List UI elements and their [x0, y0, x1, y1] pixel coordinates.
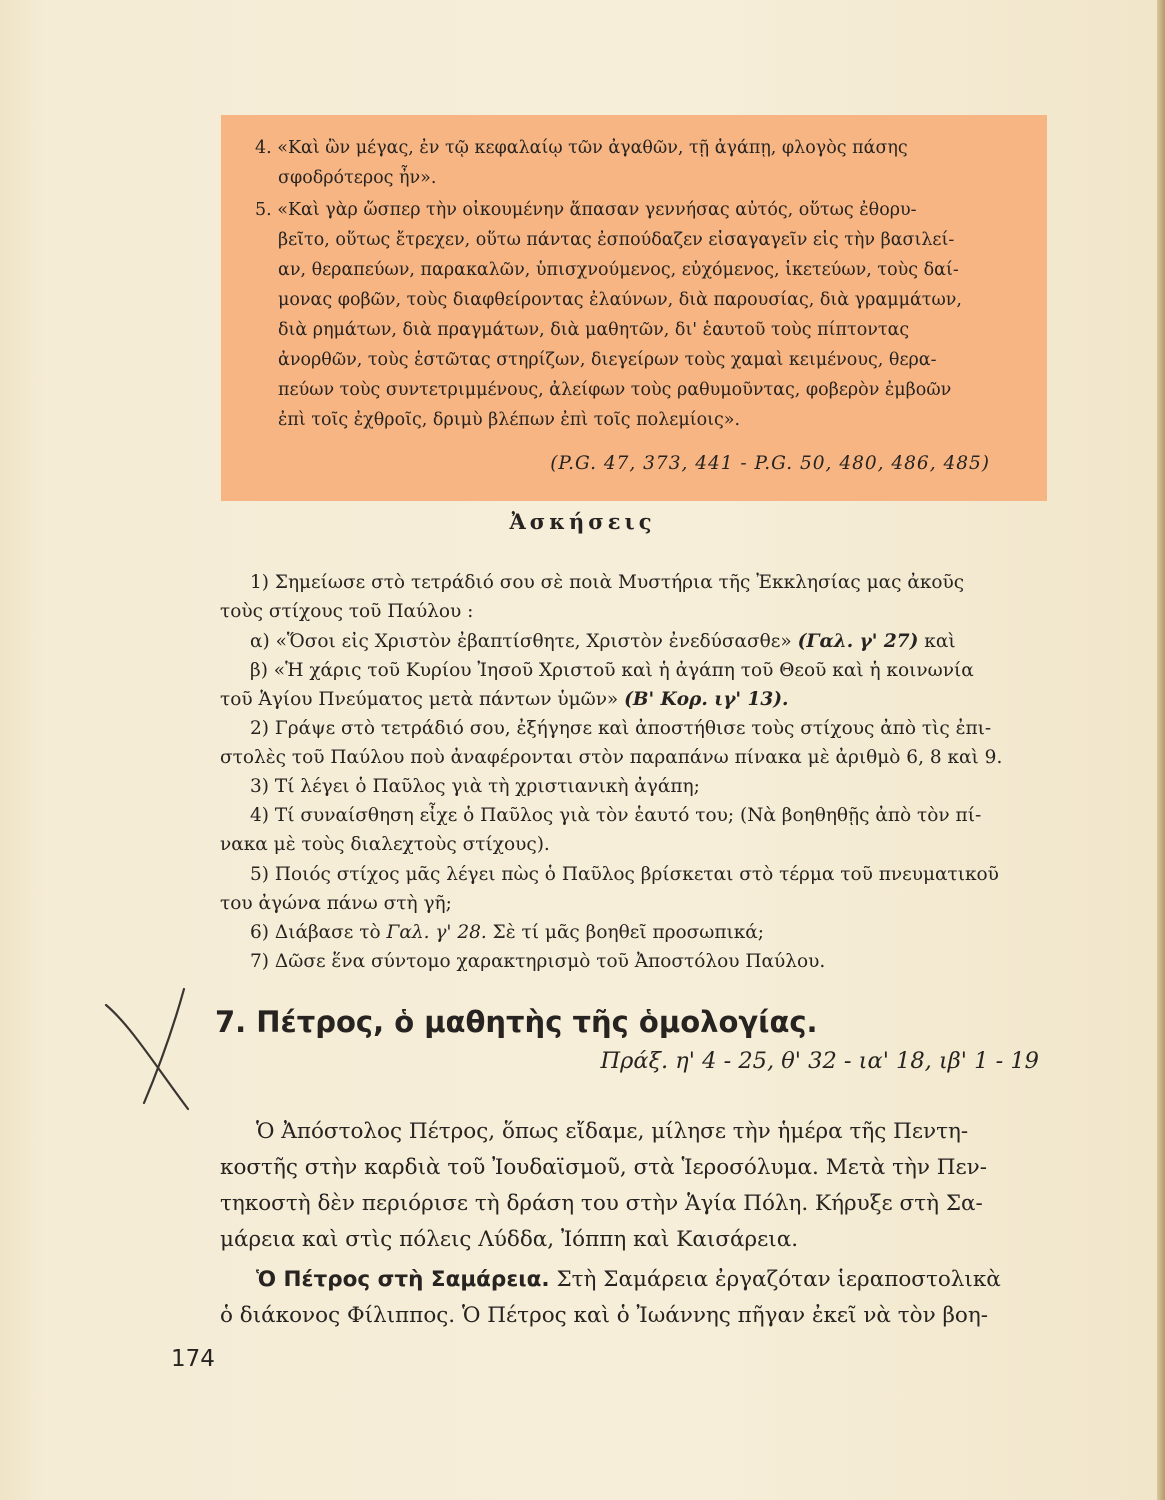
quote-line: μονας φοβῶν, τοὺς διαφθείροντας ἐλαύνων, διὰ παρουσίας, διὰ γραμμάτων, [278, 290, 962, 310]
exercise-text: Σὲ τί μᾶς βοηθεῖ προσωπικά; [486, 922, 765, 943]
paragraph-subheading: Ὁ Πέτρος στὴ Σαμάρεια. [256, 1267, 550, 1292]
quote-line: διὰ ρημάτων, διὰ πραγμάτων, διὰ μαθητῶν, δι' ἑαυτοῦ τοὺς πίπτοντας [278, 320, 910, 340]
body-line: Ὁ Ἀπόστολος Πέτρος, ὅπως εἴδαμε, μίλησε τὴν ἡμέρα τῆς Πεντη- [256, 1119, 969, 1144]
exercise-line: 1) Σημείωσε στὸ τετράδιό σου σὲ ποιὰ Μυστήρια τῆς Ἐκκλησίας μας ἀκοῦς [250, 572, 965, 593]
exercise-line: 4) Τί συναίσθηση εἶχε ὁ Παῦλος γιὰ τὸν ἑαυτό του; (Νὰ βοηθηθῇς ἀπὸ τὸν πί- [250, 805, 982, 826]
page-edge [1157, 0, 1165, 1500]
exercise-line [250, 627, 956, 657]
exercise-line: του ἀγώνα πάνω στὴ γῆ; [220, 893, 452, 914]
exercise-line: β) «Ἡ χάρις τοῦ Κυρίου Ἰησοῦ Χριστοῦ καὶ ἡ ἀγάπη τοῦ Θεοῦ καὶ ἡ κοινωνία [250, 660, 974, 681]
exercise-reference: Γαλ. γ' 28. [386, 922, 487, 943]
exercise-text: καὶ [918, 631, 956, 652]
exercise-line: στολὲς τοῦ Παύλου ποὺ ἀναφέρονται στὸν παραπάνω πίνακα μὲ ἀριθμὸ 6, 8 καὶ 9. [220, 747, 1003, 768]
quote-reference: (P.G. 47, 373, 441 - P.G. 50, 480, 486, 485) [550, 453, 990, 474]
quote-line: 4. «Καὶ ὢν μέγας, ἐν τῷ κεφαλαίῳ τῶν ἀγαθῶν, τῇ ἀγάπῃ, φλογὸς πάσης [255, 138, 908, 158]
exercise-line: 5) Ποιός στίχος μᾶς λέγει πὼς ὁ Παῦλος βρίσκεται στὸ τέρμα τοῦ πνευματικοῦ [250, 864, 999, 885]
quote-box [221, 115, 1047, 501]
quote-line: αν, θεραπεύων, παρακαλῶν, ὑπισχνούμενος, εὐχόμενος, ἱκετεύων, τοὺς δαί- [278, 260, 959, 280]
exercise-line: νακα μὲ τοὺς διαλεχτοὺς στίχους). [220, 834, 550, 855]
body-line: τηκοστὴ δὲν περιόρισε τὴ δράση του στὴν Ἁγία Πόλη. Κήρυξε στὴ Σα- [220, 1191, 983, 1216]
body-line: μάρεια καὶ στὶς πόλεις Λύδδα, Ἰόππη καὶ Καισάρεια. [220, 1227, 799, 1252]
quote-line: σφοδρότερος ἦν». [278, 168, 437, 188]
body-line: ὁ διάκονος Φίλιππος. Ὁ Πέτρος καὶ ὁ Ἰωάννης πῆγαν ἐκεῖ νὰ τὸν βοη- [220, 1303, 989, 1328]
exercise-text: α) «Ὅσοι εἰς Χριστὸν ἐβαπτίσθητε, Χριστὸν ἐνεδύσασθε» [250, 631, 798, 652]
exercise-line: 2) Γράψε στὸ τετράδιό σου, ἐξήγησε καὶ ἀποστήθισε τοὺς στίχους ἀπὸ τὶς ἐπι- [250, 718, 992, 739]
quote-line: ἀνορθῶν, τοὺς ἑστῶτας στηρίζων, διεγείρων τοὺς χαμαὶ κειμένους, θερα- [278, 350, 937, 370]
exercise-text: τοῦ Ἁγίου Πνεύματος μετὰ πάντων ὑμῶν» [220, 689, 625, 710]
exercise-line: τοὺς στίχους τοῦ Παύλου : [220, 601, 474, 622]
exercise-line: 7) Δῶσε ἕνα σύντομο χαρακτηρισμὸ τοῦ Ἀποστόλου Παύλου. [250, 951, 826, 972]
quote-line: 5. «Καὶ γὰρ ὥσπερ τὴν οἰκουμένην ἅπασαν γεννήσας αὐτός, οὕτως ἐθορυ- [255, 200, 917, 220]
handwritten-cross-mark [100, 985, 200, 1115]
exercise-line [220, 685, 788, 715]
quote-line: βεῖτο, οὕτως ἔτρεχεν, οὕτω πάντας ἐσπούδαζεν εἰσαγαγεῖν εἰς τὴν βασιλεί- [278, 230, 955, 250]
exercise-reference: (Β' Κορ. ιγ' 13). [624, 689, 789, 710]
body-text: Στὴ Σαμάρεια ἐργαζόταν ἱεραποστολικὰ [549, 1267, 1001, 1292]
body-line: κοστῆς στὴν καρδιὰ τοῦ Ἰουδαϊσμοῦ, στὰ Ἱεροσόλυμα. Μετὰ τὴν Πεν- [220, 1155, 988, 1180]
exercises-heading: Ἀσκήσεις [509, 509, 656, 534]
exercise-line: 3) Τί λέγει ὁ Παῦλος γιὰ τὴ χριστιανικὴ ἀγάπη; [250, 776, 700, 797]
section-reference: Πράξ. η' 4 - 25, θ' 32 - ια' 18, ιβ' 1 - 19 [600, 1048, 1039, 1074]
quote-line: πεύων τοὺς συντετριμμένους, ἀλείφων τοὺς ραθυμοῦντας, φοβερὸν ἐμβοῶν [278, 380, 952, 400]
page-number: 174 [171, 1346, 215, 1372]
section-title: 7. Πέτρος, ὁ μαθητὴς τῆς ὁμολογίας. [215, 1005, 818, 1039]
exercise-text: 6) Διάβασε τὸ [250, 922, 387, 943]
body-line [256, 1262, 1001, 1298]
exercise-line [250, 918, 764, 948]
exercise-reference: (Γαλ. γ' 27) [797, 631, 919, 652]
quote-line: ἐπὶ τοῖς ἐχθροῖς, δριμὺ βλέπων ἐπὶ τοῖς πολεμίοις». [278, 410, 741, 430]
